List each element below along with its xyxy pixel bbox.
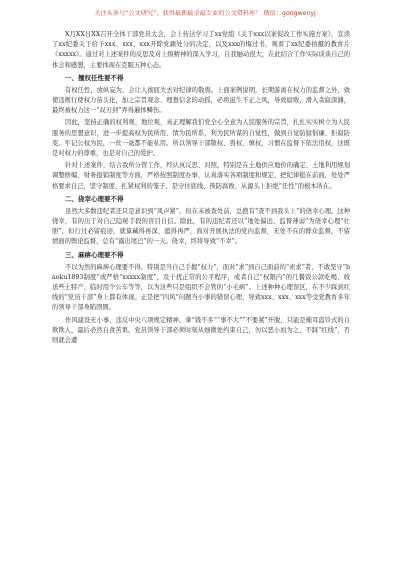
body-paragraph: 不以为然的麻痹心理要不得。特别是当自己手握“权力”，面对“求”到自己面前的“索求”者，不敢坚守“baoku1893制度”或严格“xxxxx制度”，及干扰正常的公平程序，或者自己“权限内”的几餐饭公款吃喝、收送些土特产、临时用个公车等等，以为这些只是组织不会管的“小毛病”。上述种种心理误区，在不少踩到红线的“党员干部”身上都有体现。正是把“四风”问题当小事的错误心理，导致xxx、xxx、xxx等受党教育多年的领导干部身陷囹圄。 xyxy=(52,263,350,312)
section-heading-3: 三、麻痹心理要不得 xyxy=(65,250,124,259)
section-heading-2: 二、侥幸心理要不得 xyxy=(65,194,124,203)
section-heading-1: 一、擅权任性要不得 xyxy=(65,73,124,82)
body-paragraph: 作风建设无小事，违反中央八项规定精神，拿“钱不多”“事不大”“不要紧”开脱，只能是掩耳盗铃式的自欺欺人，最后必然自食苦果。党员领导干部必须时刻从细微处约束自己，勿以恶小而为之，不踩“红线”，否则就会遭 xyxy=(52,316,350,345)
intro-paragraph: X月XX日XX召开全体干部党员大会，会上传达学习了xx党组《关于xxx以案促改工作实施方案》，宣读了xx纪委关于给予xxx、xxx、xxx开除党籍处分的决定，以及xxx的悔过书，观看了xx纪委拍摄的教育片《xxxxx》。通过对上述案件的反思及对上级精神的深入学习，自我触动很大，在此结合工作实际谈谈自己的体会和感想，主要体现在克服五种心态。 xyxy=(52,31,350,69)
body-paragraph: 针对上述案件，结合我所分管工作，经认真反思、对照，特别是在土地供应地价的确定、土地利用规划调整修编、财务报销制度等方面，严格按照制度办事，认真落实各项制度和规定，把纪律挺在前面，处处严格要求自己，坚守制度、扎紧权利的笼子，是守住底线、预防腐败、从源头上拒绝“任性”的根本所在。 xyxy=(52,162,350,190)
header-banner: 关注头条号“公文研究”，获得最新最全最专业的公文资料库！ 微信：gongwenyj xyxy=(94,10,316,17)
body-paragraph: 虽然大多数违纪者还只是意识到“风声紧”，但在未被查处前，总抱有“查不到我头上”的侥幸心理。这种侥幸，有的出于对自己隐秘手段的盲目自信。除此，有的违纪者还以“地处偏远、监督薄弱”为侥幸心理“壮胆”，但行过必留痕迹，就算藏得再深、遮得再严，面对开展执法的党内监督，无处不在的群众监督，不留情面的舆论监督，总有“露出尾巴”的一天。侥幸，终将导致“不幸”。 xyxy=(52,207,350,246)
body-paragraph: 有权任性，放纵妄为，会让人彻底失去对纪律的敬畏。上面案例说明，长期游离在权力的监督之外，致使违规行使权力苗头化，加之宗旨观念、理想信念的动摇，必将滋生不正之风，导致腐败，滑入贪腐深渊，最终被权力这一“双刃剑”弄得遍体鳞伤。 xyxy=(52,86,350,115)
document-body xyxy=(52,30,350,348)
body-paragraph: 因此，坚持正确的权利观、地位观，真正理解我们党全心全意为人民服务的宗旨，扎扎实实树立为人民服务的思想意识，进一步提高权为民所用、情为民所系，利为民所谋的自觉性，做到自觉防腐倡廉、拒腐防变。牢记公权为民，一丝一毫都不能私用。所以领导干部敬权、畏权、慎权，习惯在监督下依法用权，这既是对权力的尊重，也是对自己的爱护。 xyxy=(52,119,350,158)
